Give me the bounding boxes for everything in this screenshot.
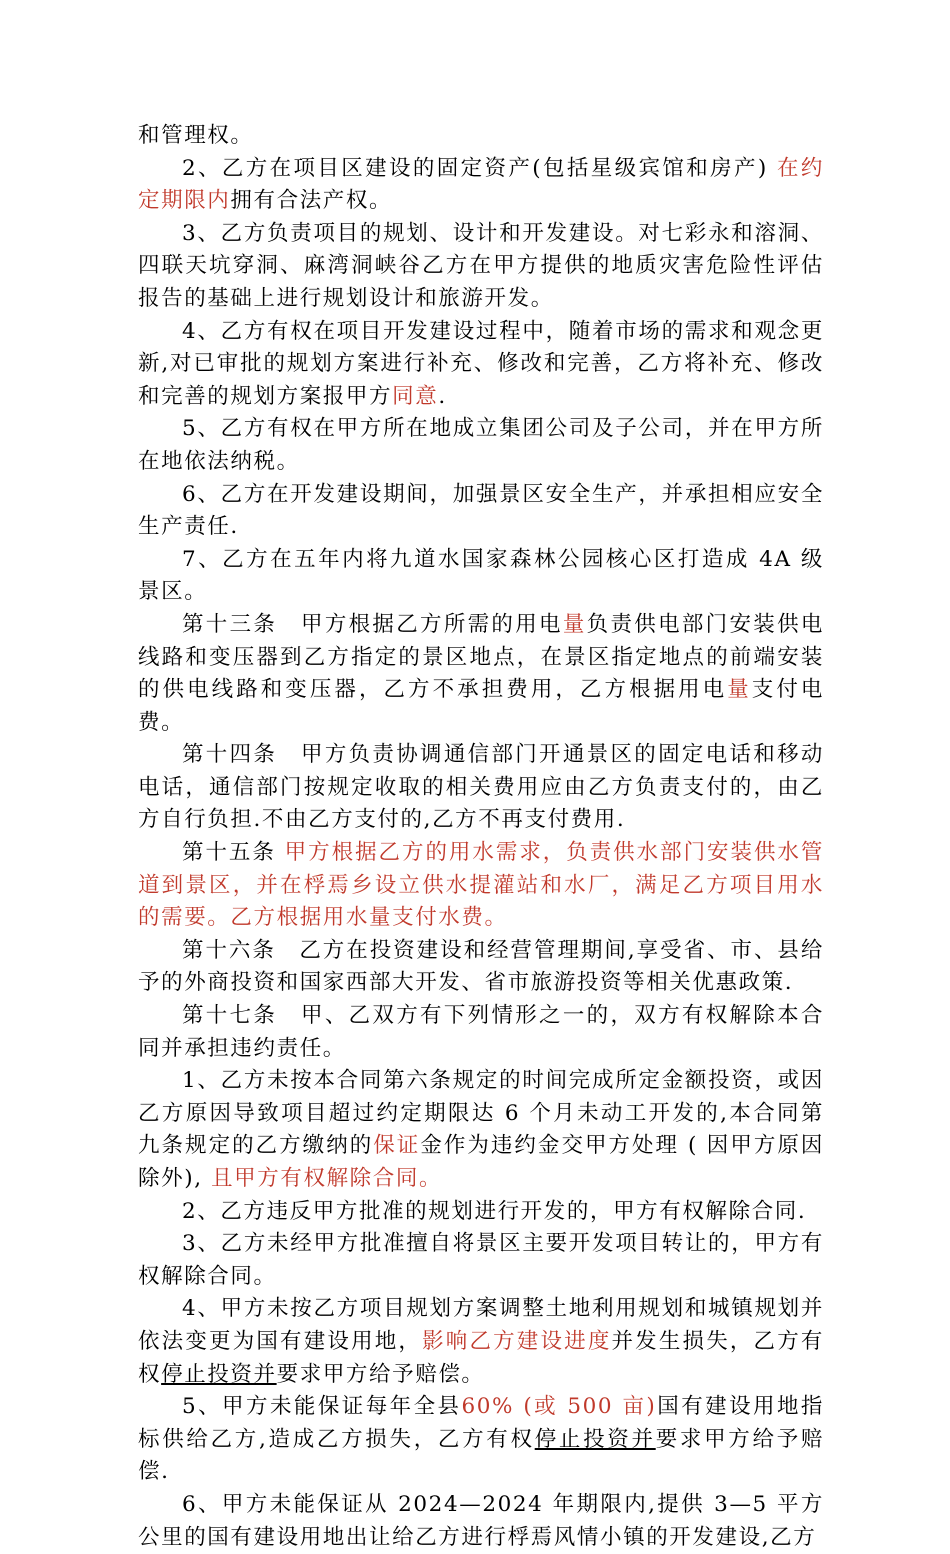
highlighted-text: 在约定期限内 xyxy=(138,155,825,214)
text-run: 第十七条 甲、乙双方有下列情形之一的，双方有权解除本合同并承担违约责任。 xyxy=(138,1003,824,1061)
text-run: 7、乙方在五年内将九道水国家森林公园核心区打造成 4A 级景区。 xyxy=(138,546,824,605)
paragraph xyxy=(138,1293,824,1391)
paragraph xyxy=(138,1489,824,1554)
text-run: 拥有合法产权。 xyxy=(230,188,393,214)
text-run: 要求甲方给予赔偿. xyxy=(138,1426,824,1485)
paragraph xyxy=(138,609,824,739)
text-run: 金作为违约金交甲方处理 ( 因甲方原因除外), xyxy=(138,1133,824,1191)
highlighted-text: 且甲方有权解除合同。 xyxy=(211,1166,443,1191)
text-run: 6、乙方在开发建设期间，加强景区安全生产，并承担相应安全生产责任. xyxy=(138,481,824,540)
highlighted-text: 影响乙方建设进度 xyxy=(422,1328,612,1354)
text-run: 要求甲方给予赔偿。 xyxy=(276,1361,485,1387)
text-run: 2、乙方在项目区建设的固定资产(包括星级宾馆和房产) xyxy=(182,155,778,181)
highlighted-text: 量 xyxy=(727,677,752,703)
paragraph xyxy=(138,935,824,1000)
highlighted-text: 量 xyxy=(562,611,587,637)
underlined-text: 停止投资并 xyxy=(161,1361,277,1387)
paragraph xyxy=(138,153,824,218)
paragraph xyxy=(138,120,824,153)
paragraph xyxy=(138,1065,824,1195)
text-run: 第十六条 乙方在投资建设和经营管理期间,享受省、市、县给予的外商投资和国家西部大开发、省市旅游投资等相关优惠政策. xyxy=(138,937,824,996)
text-run: . xyxy=(438,383,447,409)
highlighted-text: 甲方根据乙方的用水需求，负责供水部门安装供水管道到景区，并在桴焉乡设立供水提灌站和水厂，满足乙方项目用水的需要。乙方根据用水量支付水费。 xyxy=(138,840,824,931)
text-run: 第十五条 xyxy=(182,840,285,866)
text-run: 5、甲方未能保证每年全县 xyxy=(182,1394,462,1420)
text-run: 1、乙方未按本合同第六条规定的时间完成所定金额投资，或因乙方原因导致项目超过约定期限达 6 个月未动工开发的,本合同第九条规定的乙方缴纳的 xyxy=(138,1068,824,1159)
paragraph xyxy=(138,739,824,837)
highlighted-text: 同意 xyxy=(392,383,439,409)
text-run: 3、乙方未经甲方批准擅自将景区主要开发项目转让的，甲方有权解除合同。 xyxy=(138,1231,824,1289)
text-run: 5、乙方有权在甲方所在地成立集团公司及子公司，并在甲方所在地依法纳税。 xyxy=(138,416,824,474)
highlighted-text: 保证 xyxy=(373,1133,421,1159)
text-run: 3、乙方负责项目的规划、设计和开发建设。对七彩永和溶洞、四联天坑穿洞、麻湾洞峡谷乙方在甲方提供的地质灾害危险性评估报告的基础上进行规划设计和旅游开发。 xyxy=(138,220,824,311)
text-run: 第十三条 甲方根据乙方所需的用电 xyxy=(182,611,563,637)
text-run: 4、甲方未按乙方项目规划方案调整土地利用规划和城镇规划并依法变更为国有建设用地， xyxy=(138,1296,824,1354)
paragraph xyxy=(138,479,824,544)
text-run: 负责供电部门安装供电线路和变压器到乙方指定的景区地点，在景区指定地点的前端安装的供电线路和变压器，乙方不承担费用，乙方根据用电 xyxy=(138,611,824,703)
text-run: 第十四条 甲方负责协调通信部门开通景区的固定电话和移动电话，通信部门按规定收取的相关费用应由乙方负责支付的，由乙方自行负担.不由乙方支付的,乙方不再支付费用. xyxy=(138,742,824,833)
text-run: 支付电费。 xyxy=(138,677,824,735)
text-run: 4、乙方有权在项目开发建设过程中，随着市场的需求和观念更新,对已审批的规划方案进行补充、修改和完善，乙方将补充、修改和完善的规划方案报甲方 xyxy=(138,318,824,409)
paragraph xyxy=(138,837,824,935)
contract-body xyxy=(138,120,824,1554)
text-run: 国有建设用地指标供给乙方,造成乙方损失，乙方有权 xyxy=(138,1394,825,1452)
text-run: 6、甲方未能保证从 2024—2024 年期限内,提供 3—5 平方公里的国有建设用地出让给乙方进行桴焉风情小镇的开发建设,乙方 xyxy=(138,1491,824,1550)
text-run: 并发生损失，乙方有权 xyxy=(138,1328,824,1387)
paragraph xyxy=(138,1391,824,1489)
text-run: 2、乙方违反甲方批准的规划进行开发的，甲方有权解除合同. xyxy=(182,1198,807,1224)
highlighted-text: 60% (或 500 亩) xyxy=(461,1394,657,1420)
underlined-text: 停止投资并 xyxy=(534,1426,656,1452)
paragraph xyxy=(138,1000,824,1065)
paragraph xyxy=(138,413,824,478)
paragraph xyxy=(138,218,824,316)
text-run: 和管理权。 xyxy=(138,123,254,148)
paragraph xyxy=(138,544,824,609)
paragraph xyxy=(138,1228,824,1293)
paragraph xyxy=(138,1196,824,1229)
paragraph xyxy=(138,316,824,414)
